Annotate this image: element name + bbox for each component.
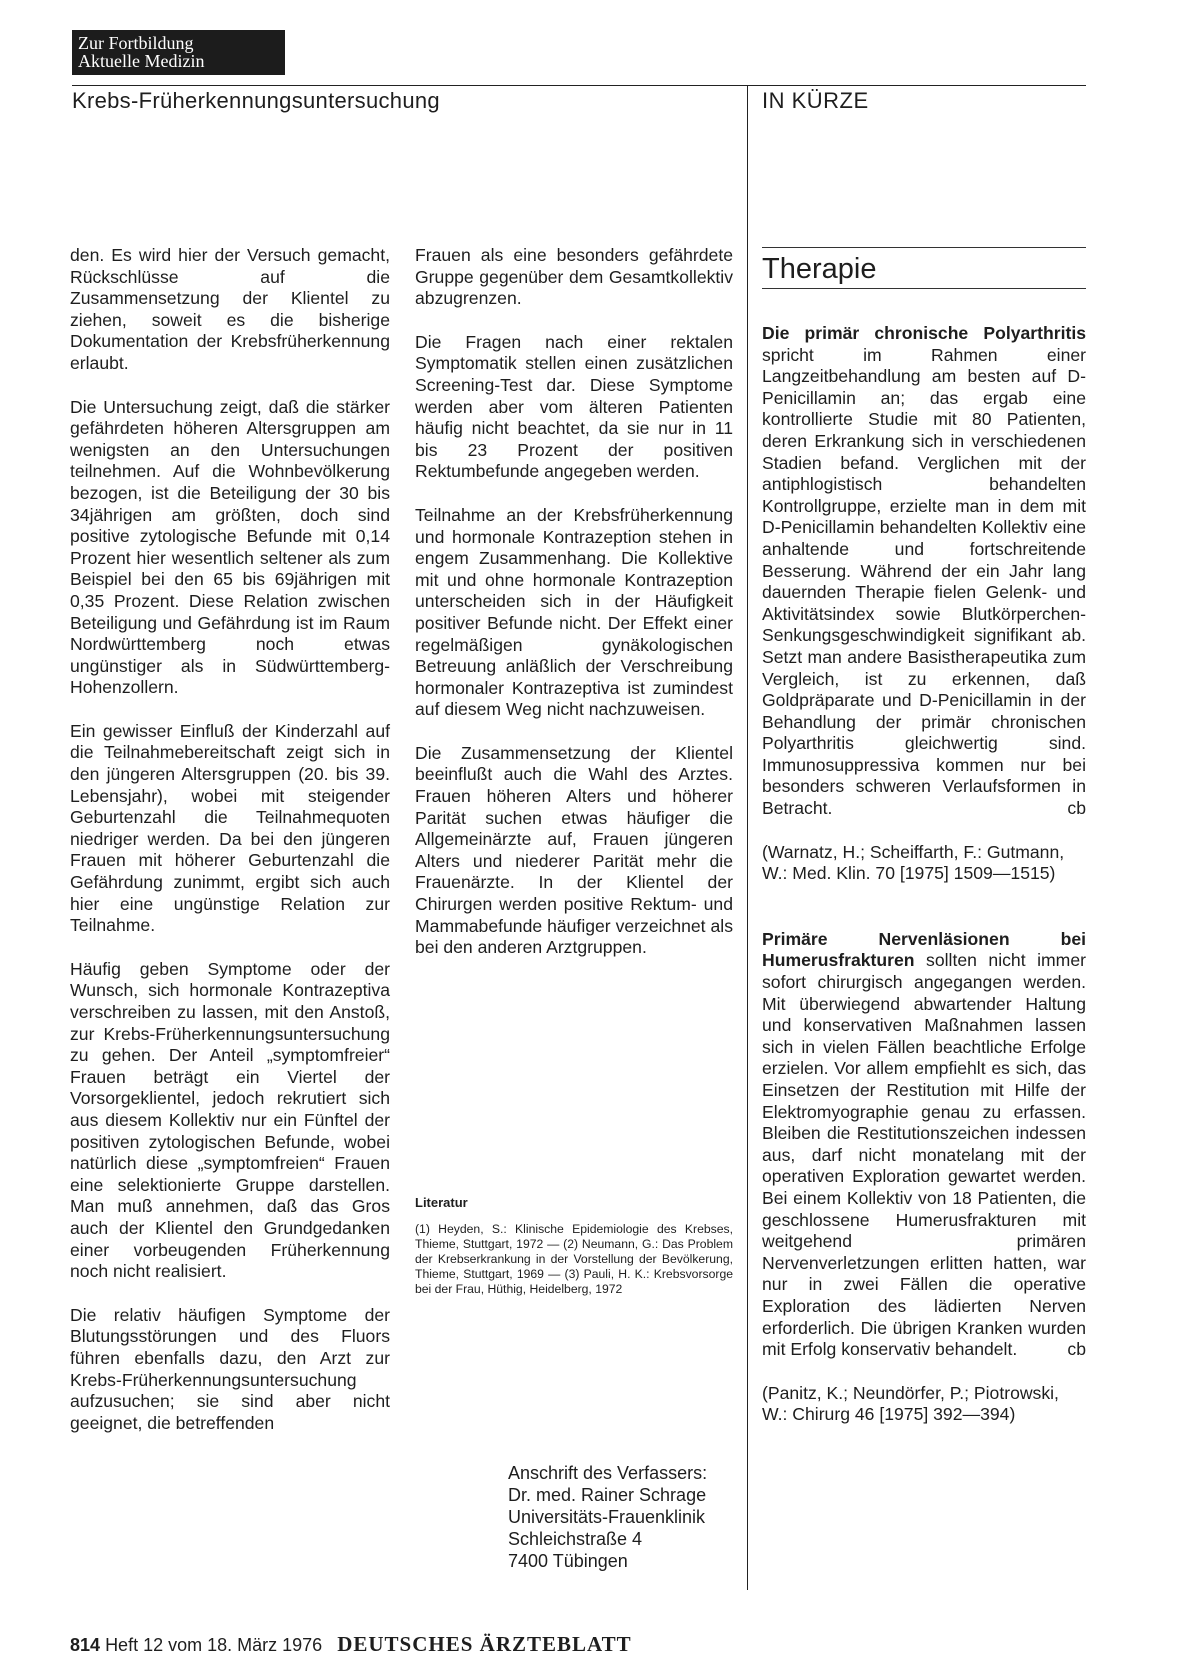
news-item-lead: Die primär chronische Polyarthritis — [762, 323, 1086, 343]
news-item-lead: Primäre Nervenläsionen bei Humerusfrakturen — [762, 928, 1086, 971]
news-item-reference: (Panitz, K.; Neundörfer, P.; Piotrowski, W.: Chirurg 46 [1975] 392—394) — [762, 1382, 1059, 1425]
article-running-title: Krebs-Früherkennungsuntersuchung — [72, 88, 440, 113]
news-item — [762, 929, 1086, 1361]
paragraph: Die Fragen nach einer rektalen Symptomatik stellen einen zusätzlichen Screening-Test dar. Diese Symptome werden aber vom älteren Patienten häufig nicht beachtet, da sie nur in 11 bis 23 Prozent der positiven Rektumbefunde angegeben werden. — [415, 331, 733, 482]
issue-info: Heft 12 vom 18. März 1976 — [105, 1635, 323, 1655]
address-line: Dr. med. Rainer Schrage — [508, 1485, 707, 1505]
section-rule-top — [762, 247, 1086, 248]
article-column-middle — [415, 245, 733, 981]
page-number: 814 — [70, 1635, 101, 1655]
section-heading: Therapie — [762, 253, 877, 285]
news-item-text: sollten nicht immer sofort chirurgisch angegangen werden. Mit überwiegend abwartender Haltung und konservativen Maßnahmen lassen sich in vielen Fällen beachtliche Erfolge erzielen. Vor allem empfiehlt es sich, das Einsetzen der Restitution mit Hilfe der Elektromyographie genau zu erfassen. Bleiben die Restitutionszeichen indessen aus, darf nicht monatelang mit der operativen Exploration gewartet werden. Bei einem Kollektiv von 18 Patienten, die geschlossene Humerusfrakturen mit weitgehend primären Nervenverletzungen erlitten hatten, war nur in zwei Fällen die operative Exploration des lädierten Nerven erforderlich. Die übrigen Kranken wurden mit Erfolg konservativ behandelt. — [762, 950, 1086, 1360]
author-initials: cb — [1067, 1339, 1086, 1360]
paragraph: Teilnahme an der Krebsfrüherkennung und hormonale Kontrazeption stehen in engem Zusammenhang. Die Kollektive mit und ohne hormonale Kontrazeption unterscheiden sich in der Häufigkeit positiver Befunde nicht. Der Effekt einer regelmäßigen gynäkologischen Betreuung anläßlich der Verschreibung hormonaler Kontrazeptiva ist zumindest auf diesem Weg nicht nachzuweisen. — [415, 504, 733, 720]
journal-name: DEUTSCHES ÄRZTEBLATT — [337, 1632, 632, 1656]
references-heading: Literatur — [415, 1195, 468, 1210]
paragraph: Die Zusammensetzung der Klientel beeinflußt auch die Wahl des Arztes. Frauen höheren Alters und höherer Parität suchen etwas häufiger die Allgemeinärzte auf, Frauen jüngeren Alters und niederer Parität mehr die Frauenärzte. In der Klientel der Chirurgen werden positive Rektum- und Mammabefunde häufiger verzeichnet als bei den anderen Arztgruppen. — [415, 742, 733, 958]
page-footer — [70, 1632, 632, 1657]
address-line: Universitäts-Frauenklinik — [508, 1507, 706, 1527]
author-address — [508, 1462, 707, 1572]
address-line: 7400 Tübingen — [508, 1551, 628, 1571]
header-rule — [72, 85, 1086, 86]
paragraph: Häufig geben Symptome oder der Wunsch, sich hormonale Kontrazeptiva verschreiben zu lassen, mit den Anstoß, zur Krebs-Früherkennungsuntersuchung zu gehen. Der Anteil „symptomfreier“ Frauen beträgt ein Viertel der Vorsorgeklientel, jedoch rekrutiert sich aus diesem Kollektiv nur ein Fünftel der positiven zytologischen Befunde, wobei natürlich diese „symptomfreien“ Frauen eine selektionierte Gruppe darstellen. Man muß annehmen, daß das Gros auch der Klientel den Grundgedanken einer vorbeugenden Früherkennung noch nicht realisiert. — [70, 958, 390, 1282]
news-item-text: spricht im Rahmen einer Langzeitbehandlung am besten auf D-Penicillamin an; das ergab eine kontrollierte Studie mit 80 Patienten, deren Erkrankung sich in verschiedenen Stadien befand. Verglichen mit der antiphlogistisch behandelten Kontrollgruppe, erzielte man in dem mit D-Penicillamin behandelten Kollektiv eine anhaltende und fortschreitende Besserung. Während der ein Jahr lang dauernden Therapie fielen Gelenk- und Aktivitätsindex sowie Blutkörperchen-Senkungsgeschwindigkeit signifikant ab. Setzt man andere Basistherapeutika zum Vergleich, ist zu erkennen, daß Goldpräparate und D-Penicillamin in der Behandlung der primär chronischen Polyarthritis gleichwertig sind. Immunosuppressiva kommen nur bei besonders schweren Verlaufsformen in Betracht. — [762, 344, 1086, 819]
author-initials: cb — [1067, 798, 1086, 819]
section-tag-line2: Aktuelle Medizin — [78, 51, 205, 71]
section-rule-bottom — [762, 288, 1086, 289]
news-item-reference: (Warnatz, H.; Scheiffarth, F.: Gutmann, W.: Med. Klin. 70 [1975] 1509—1515) — [762, 841, 1065, 884]
section-tag-line1: Zur Fortbildung — [78, 33, 194, 53]
address-line: Anschrift des Verfassers: — [508, 1463, 708, 1483]
section-tag — [72, 30, 285, 75]
paragraph: den. Es wird hier der Versuch gemacht, Rückschlüsse auf die Zusammensetzung der Klientel zu ziehen, soweit es die bisherige Dokumentation der Krebsfrüherkennung erlaubt. — [70, 245, 390, 373]
paragraph: Die Untersuchung zeigt, daß die stärker gefährdeten höheren Altersgruppen am wenigsten an den Untersuchungen teilnehmen. Auf die Wohnbevölkerung bezogen, ist die Beteiligung der 30 bis 34jährigen am größten, doch sind positive zytologische Befunde mit 0,14 Prozent hier wesentlich seltener als zum Beispiel bei den 65 bis 69jährigen mit 0,35 Prozent. Diese Relation zwischen Beteiligung und Gefährdung ist im Raum Nordwürttemberg noch etwas ungünstiger als in Südwürttemberg-Hohenzollern. — [70, 396, 390, 698]
address-line: Schleichstraße 4 — [508, 1529, 643, 1549]
references-list: (1) Heyden, S.: Klinische Epidemiologie des Krebses, Thieme, Stuttgart, 1972 — (2) Neumann, G.: Das Problem der Krebserkrankung in der Vorstellung der Bevölkerung, Thieme, Stuttgart, 1969 — (3) Pauli, H. K.: Krebsvorsorge bei der Frau, Hüthig, Heidelberg, 1972 — [415, 1222, 733, 1296]
paragraph: Frauen als eine besonders gefährdete Gruppe gegenüber dem Gesamtkollektiv abzugrenzen. — [415, 245, 733, 309]
paragraph: Ein gewisser Einfluß der Kinderzahl auf die Teilnahmebereitschaft zeigt sich in den jüngeren Altersgruppen (20. bis 39. Lebensjahr), wobei mit steigender Geburtenzahl die Teilnahmequoten niedriger werden. Da bei den jüngeren Frauen mit höherer Geburtenzahl die Gefährdung zunimmt, ergibt sich auch hier eine ungünstige Relation zur Teilnahme. — [70, 720, 390, 936]
news-column — [762, 323, 1086, 1448]
paragraph: Die relativ häufigen Symptome der Blutungsstörungen und des Fluors führen ebenfalls dazu, den Arzt zur Krebs-Früherkennungsuntersuchung aufzusuchen; sie sind aber nicht geeignet, die betreffenden — [70, 1304, 390, 1433]
column-divider — [747, 85, 748, 1590]
sidebar-running-title: IN KÜRZE — [762, 88, 869, 113]
article-column-left — [70, 245, 390, 1456]
news-item — [762, 323, 1086, 820]
